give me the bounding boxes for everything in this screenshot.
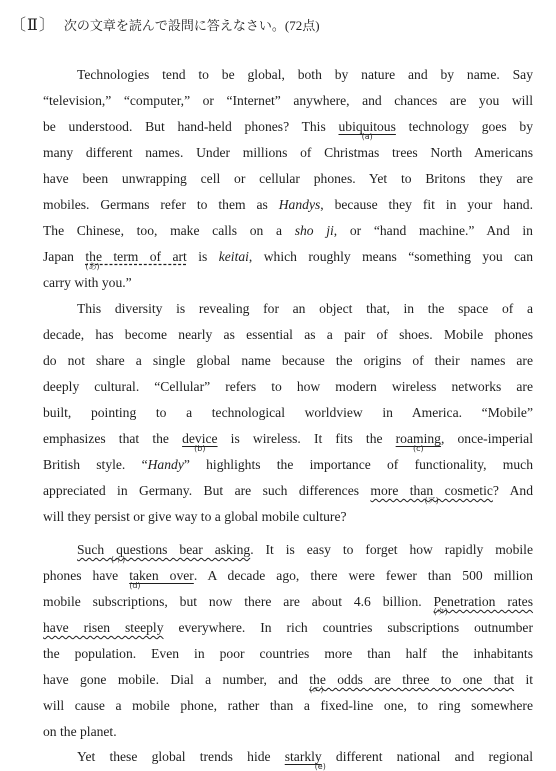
text-line: The Chinese, too, make calls on a sho ji, or “hand machine.” And in — [43, 223, 533, 238]
label-iii: (ウ) — [433, 607, 448, 616]
label-e: (e) — [314, 762, 326, 771]
label-d: (d) — [129, 581, 141, 590]
text-line: mobiles. Germans refer to them as Handys, because they fit in your hand. — [43, 197, 533, 212]
underlined-phrase-iii-start: Penetration rates (ウ) — [433, 594, 534, 616]
underlined-word-b: device (b) — [182, 431, 218, 453]
text-line: will they persist or give way to a global mobile culture? — [43, 509, 347, 524]
underlined-phrase-iii-end: have risen steeply — [43, 620, 164, 635]
text-line: the population. Even in poor countries more than half the inhabitants — [43, 646, 533, 661]
label-A: (あ) — [85, 262, 100, 271]
instruction-text: 次の文章を読んで設問に答えなさい。(72点) — [63, 18, 320, 33]
text-line: carry with you.” — [43, 275, 132, 290]
text-line: will cause a mobile phone, rather than a fixed-line one, to ring somewhere — [43, 698, 533, 713]
text-line: many different names. Under millions of Christmas trees North Americans — [43, 145, 533, 160]
text-line: emphasizes that the device (b) is wireless. It fits the roaming (c) , once-imperial — [43, 431, 533, 453]
text-line: “television,” “computer,” or “Internet” anywhere, and chances are you will — [43, 93, 533, 108]
text-line: mobile subscriptions, but now there are about 4.6 billion. Penetration rates (ウ) — [43, 594, 534, 616]
underlined-phrase-i: more than cosmetic (ア) — [370, 483, 493, 505]
text-line: decade, has become nearly as essential as a pair of shoes. Mobile phones — [43, 327, 533, 342]
label-i: (ア) — [424, 496, 439, 505]
text-line: Yet these global trends hide starkly (e) different national and regional — [77, 749, 533, 771]
paragraph-3 — [43, 537, 533, 745]
underlined-phrase-ii: Such questions bear asking (イ) — [77, 542, 251, 564]
text-line: Japan the term of art (あ) is keitai, which roughly means “something you can — [43, 249, 533, 271]
paragraph-1 — [43, 62, 533, 296]
paragraph-4 — [43, 744, 533, 770]
underlined-phrase-iv: the odds are three to one that (エ) — [309, 672, 515, 694]
paragraph-2 — [43, 296, 533, 530]
label-ii: (イ) — [111, 555, 126, 564]
underlined-phrase-A: the term of art (あ) — [85, 249, 187, 271]
label-iv: (エ) — [309, 685, 324, 694]
underlined-word-e: starkly (e) — [285, 749, 322, 764]
underlined-word-c: roaming (c) — [395, 431, 441, 453]
text-line: have gone mobile. Dial a number, and the odds are three to one that (エ) it — [43, 672, 533, 694]
underlined-word-a: ubiquitous (a) — [338, 119, 396, 141]
text-line: do not share a single global name because the origins of their names are — [43, 353, 533, 368]
text-line: Technologies tend to be global, both by nature and by name. Say — [77, 67, 533, 82]
text-line: have risen steeply everywhere. In rich countries subscriptions outnumber — [43, 620, 533, 635]
question-header — [10, 12, 320, 35]
text-line: This diversity is revealing for an object that, in the space of a — [77, 301, 533, 316]
text-line: phones have taken over (d) . A decade ago, there were fewer than 500 million — [43, 568, 533, 590]
label-c: (c) — [412, 444, 424, 453]
text-line: British style. “Handy” highlights the importance of functionality, much — [43, 457, 533, 472]
text-line: appreciated in Germany. But are such differences more than cosmetic (ア) ? And — [43, 483, 533, 505]
label-a: (a) — [361, 132, 373, 141]
text-line: Such questions bear asking (イ) . It is easy to forget how rapidly mobile — [77, 542, 533, 564]
label-b: (b) — [194, 444, 206, 453]
text-line: deeply cultural. “Cellular” refers to how modern wireless networks are — [43, 379, 533, 394]
underlined-phrase-d: taken over (d) — [129, 568, 194, 590]
section-mark: 〔Ⅱ〕 — [10, 17, 56, 34]
text-line: on the planet. — [43, 724, 117, 739]
text-line: be understood. But hand-held phones? This ubiquitous (a) technology goes by — [43, 119, 533, 141]
text-line: built, pointing to a technological worldview in America. “Mobile” — [43, 405, 533, 420]
text-line: have been unwrapping cell or cellular phones. Yet to Britons they are — [43, 171, 533, 186]
